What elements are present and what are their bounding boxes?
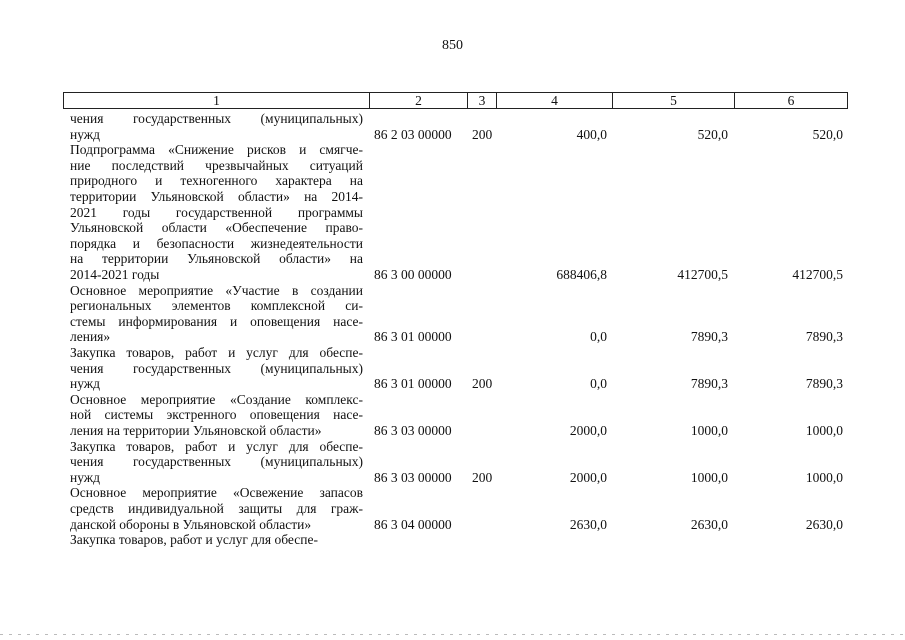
row-value-c6: 7890,3 bbox=[805, 376, 843, 392]
row-value-c4: 688406,8 bbox=[556, 267, 607, 282]
description-line: нужд bbox=[70, 126, 100, 142]
row-value-code: 86 3 03 00000 bbox=[374, 423, 452, 438]
description-line: Основное мероприятие «Создание комплекс- bbox=[70, 391, 363, 407]
description-line: ления» bbox=[70, 329, 111, 345]
page-number: 850 bbox=[442, 38, 463, 53]
row-description bbox=[70, 345, 363, 392]
row-value-c5: 1000,0 bbox=[690, 469, 728, 485]
description-line: Основное мероприятие «Освежение запасов bbox=[70, 485, 363, 501]
description-line: региональных элементов комплексной си- bbox=[70, 298, 363, 314]
row-value-c5: 2630,0 bbox=[690, 516, 728, 532]
description-line: ной системы экстренного оповещения насе- bbox=[70, 407, 363, 423]
description-line: нужд bbox=[70, 469, 100, 485]
description-line: территории Ульяновской области» на 2014- bbox=[70, 188, 363, 204]
description-line: данской обороны в Ульяновской области» bbox=[70, 516, 312, 532]
row-description bbox=[70, 392, 363, 439]
header-col-4: 4 bbox=[496, 93, 612, 108]
description-line: природного и техногенного характера на bbox=[70, 173, 363, 189]
row-value-c5: 412700,5 bbox=[677, 267, 728, 282]
row-value-code: 86 3 01 00000 bbox=[374, 376, 452, 392]
row-value-code: 86 3 01 00000 bbox=[374, 329, 452, 345]
row-value-c4: 400,0 bbox=[576, 126, 607, 142]
description-line: чения государственных (муниципальных) bbox=[70, 454, 363, 470]
description-line: стемы информирования и оповещения насе- bbox=[70, 313, 363, 329]
scan-artifact-line bbox=[0, 634, 905, 635]
description-line: чения государственных (муниципальных) bbox=[70, 360, 363, 376]
description-line: ления на территории Ульяновской области» bbox=[70, 422, 322, 438]
description-line: ние последствий чрезвычайных ситуаций bbox=[70, 157, 363, 173]
row-value-c4: 2000,0 bbox=[569, 423, 607, 438]
row-value-c5: 7890,3 bbox=[690, 376, 728, 392]
row-value-c5: 1000,0 bbox=[690, 423, 728, 438]
header-col-3: 3 bbox=[467, 93, 496, 108]
row-value-vr: 200 bbox=[472, 126, 493, 142]
row-value-c4: 2630,0 bbox=[569, 516, 607, 532]
row-value-code: 86 3 04 00000 bbox=[374, 516, 452, 532]
row-description bbox=[70, 283, 363, 345]
row-value-c6: 412700,5 bbox=[792, 267, 843, 282]
description-line: Закупка товаров, работ и услуг для обеспе- bbox=[70, 532, 318, 548]
description-line: Ульяновской области «Обеспечение право- bbox=[70, 220, 363, 236]
row-value-c6: 1000,0 bbox=[805, 469, 843, 485]
row-value-c6: 2630,0 bbox=[805, 516, 843, 532]
description-line: нужд bbox=[70, 376, 100, 392]
header-col-5: 5 bbox=[612, 93, 734, 108]
description-line: 2021 годы государственной программы bbox=[70, 204, 363, 220]
row-description bbox=[70, 142, 363, 282]
header-col-1: 1 bbox=[213, 93, 220, 108]
description-line: чения государственных (муниципальных) bbox=[70, 111, 363, 126]
row-value-c6: 520,0 bbox=[812, 126, 843, 142]
row-value-c4: 0,0 bbox=[590, 376, 607, 392]
header-col-2: 2 bbox=[369, 93, 467, 108]
row-value-c5: 520,0 bbox=[697, 126, 728, 142]
row-description bbox=[70, 532, 363, 548]
row-description bbox=[70, 439, 363, 486]
row-value-c5: 7890,3 bbox=[690, 329, 728, 345]
row-description bbox=[70, 485, 363, 532]
row-value-vr: 200 bbox=[472, 469, 493, 485]
row-value-vr: 200 bbox=[472, 376, 493, 392]
row-value-code: 86 2 03 00000 bbox=[374, 126, 452, 142]
description-line: Основное мероприятие «Участие в создании bbox=[70, 282, 363, 298]
row-value-c4: 0,0 bbox=[590, 329, 607, 345]
description-line: Закупка товаров, работ и услуг для обеспе- bbox=[70, 438, 363, 454]
row-value-c4: 2000,0 bbox=[569, 469, 607, 485]
description-line: на территории Ульяновской области» на bbox=[70, 251, 363, 267]
description-line: 2014-2021 годы bbox=[70, 266, 160, 282]
description-line: Закупка товаров, работ и услуг для обеспе- bbox=[70, 345, 363, 360]
row-value-code: 86 3 03 00000 bbox=[374, 469, 452, 485]
table-header-row bbox=[63, 92, 848, 109]
description-line: Подпрограмма «Снижение рисков и смягче- bbox=[70, 142, 363, 158]
description-line: средств индивидуальной защиты для граж- bbox=[70, 500, 363, 516]
header-col-6: 6 bbox=[734, 93, 847, 108]
row-description bbox=[70, 111, 363, 142]
description-line: порядка и безопасности жизнедеятельности bbox=[70, 235, 363, 251]
row-value-c6: 1000,0 bbox=[805, 423, 843, 438]
row-value-code: 86 3 00 00000 bbox=[374, 267, 452, 282]
row-value-c6: 7890,3 bbox=[805, 329, 843, 345]
